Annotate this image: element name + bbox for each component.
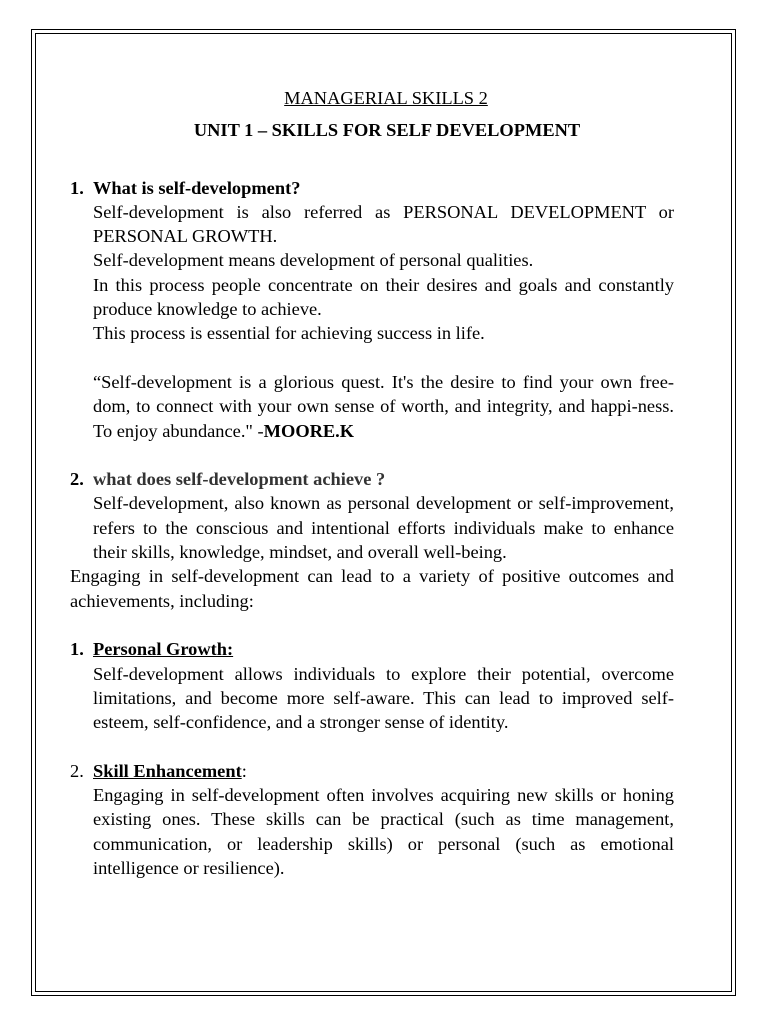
quote-text: “Self-development is a glorious quest. It's the desire to find your own free-dom, to connect with your own sense of worth, and integrity, and happi-ness. To enjoy abundance." - (93, 371, 674, 441)
section-heading: what does self-development achieve ? (93, 469, 386, 490)
outcome-heading: Skill Enhancement (93, 760, 242, 781)
outcome-skill-enhancement (70, 759, 674, 880)
outcome-personal-growth (70, 637, 674, 734)
paragraph: Self-development means development of personal qualities. (93, 250, 534, 271)
section-what-does-self-development-achieve (70, 467, 674, 564)
section-number: 1. (70, 177, 84, 198)
paragraph: Engaging in self-development can lead to a variety of positive outcomes and achievements, including: (70, 566, 674, 611)
quote-author: MOORE.K (263, 420, 355, 441)
section-heading: What is self-development? (93, 177, 301, 198)
outcome-number: 1. (70, 639, 84, 660)
paragraph: Self-development allows individuals to explore their potential, overcome limitations, and become more self-aware. This can lead to improved self-esteem, self-confidence, and a stronger sense of identity. (93, 663, 674, 733)
outcome-heading: Personal Growth: (93, 639, 234, 660)
paragraph: Self-development, also known as personal development or self-improvement, refers to the conscious and intentional efforts individuals make to enhance their skills, knowledge, mindset, and overall well-being. (93, 493, 674, 563)
section-number: 2. (70, 469, 84, 490)
paragraph: In this process people concentrate on their desires and goals and constantly produce knowledge to achieve. (93, 274, 674, 320)
paragraph: Engaging in self-development often involves acquiring new skills or honing existing ones. These skills can be practical (such as time management, communication, or leadership skills) or personal (such as emotional intelligence or resilience). (93, 785, 674, 878)
outcome-heading-colon: : (241, 760, 247, 781)
unit-heading: UNIT 1 – SKILLS FOR SELF DEVELOPMENT (193, 120, 581, 141)
paragraph: Self-development is also referred as PERSONAL DEVELOPMENT or PERSONAL GROWTH. (93, 201, 674, 247)
section-what-is-self-development (70, 176, 674, 443)
paragraph: This process is essential for achieving success in life. (93, 323, 485, 344)
document-title: MANAGERIAL SKILLS 2 (284, 88, 488, 108)
quote (93, 370, 674, 443)
outcome-number: 2. (70, 760, 84, 781)
document-body (70, 86, 674, 880)
